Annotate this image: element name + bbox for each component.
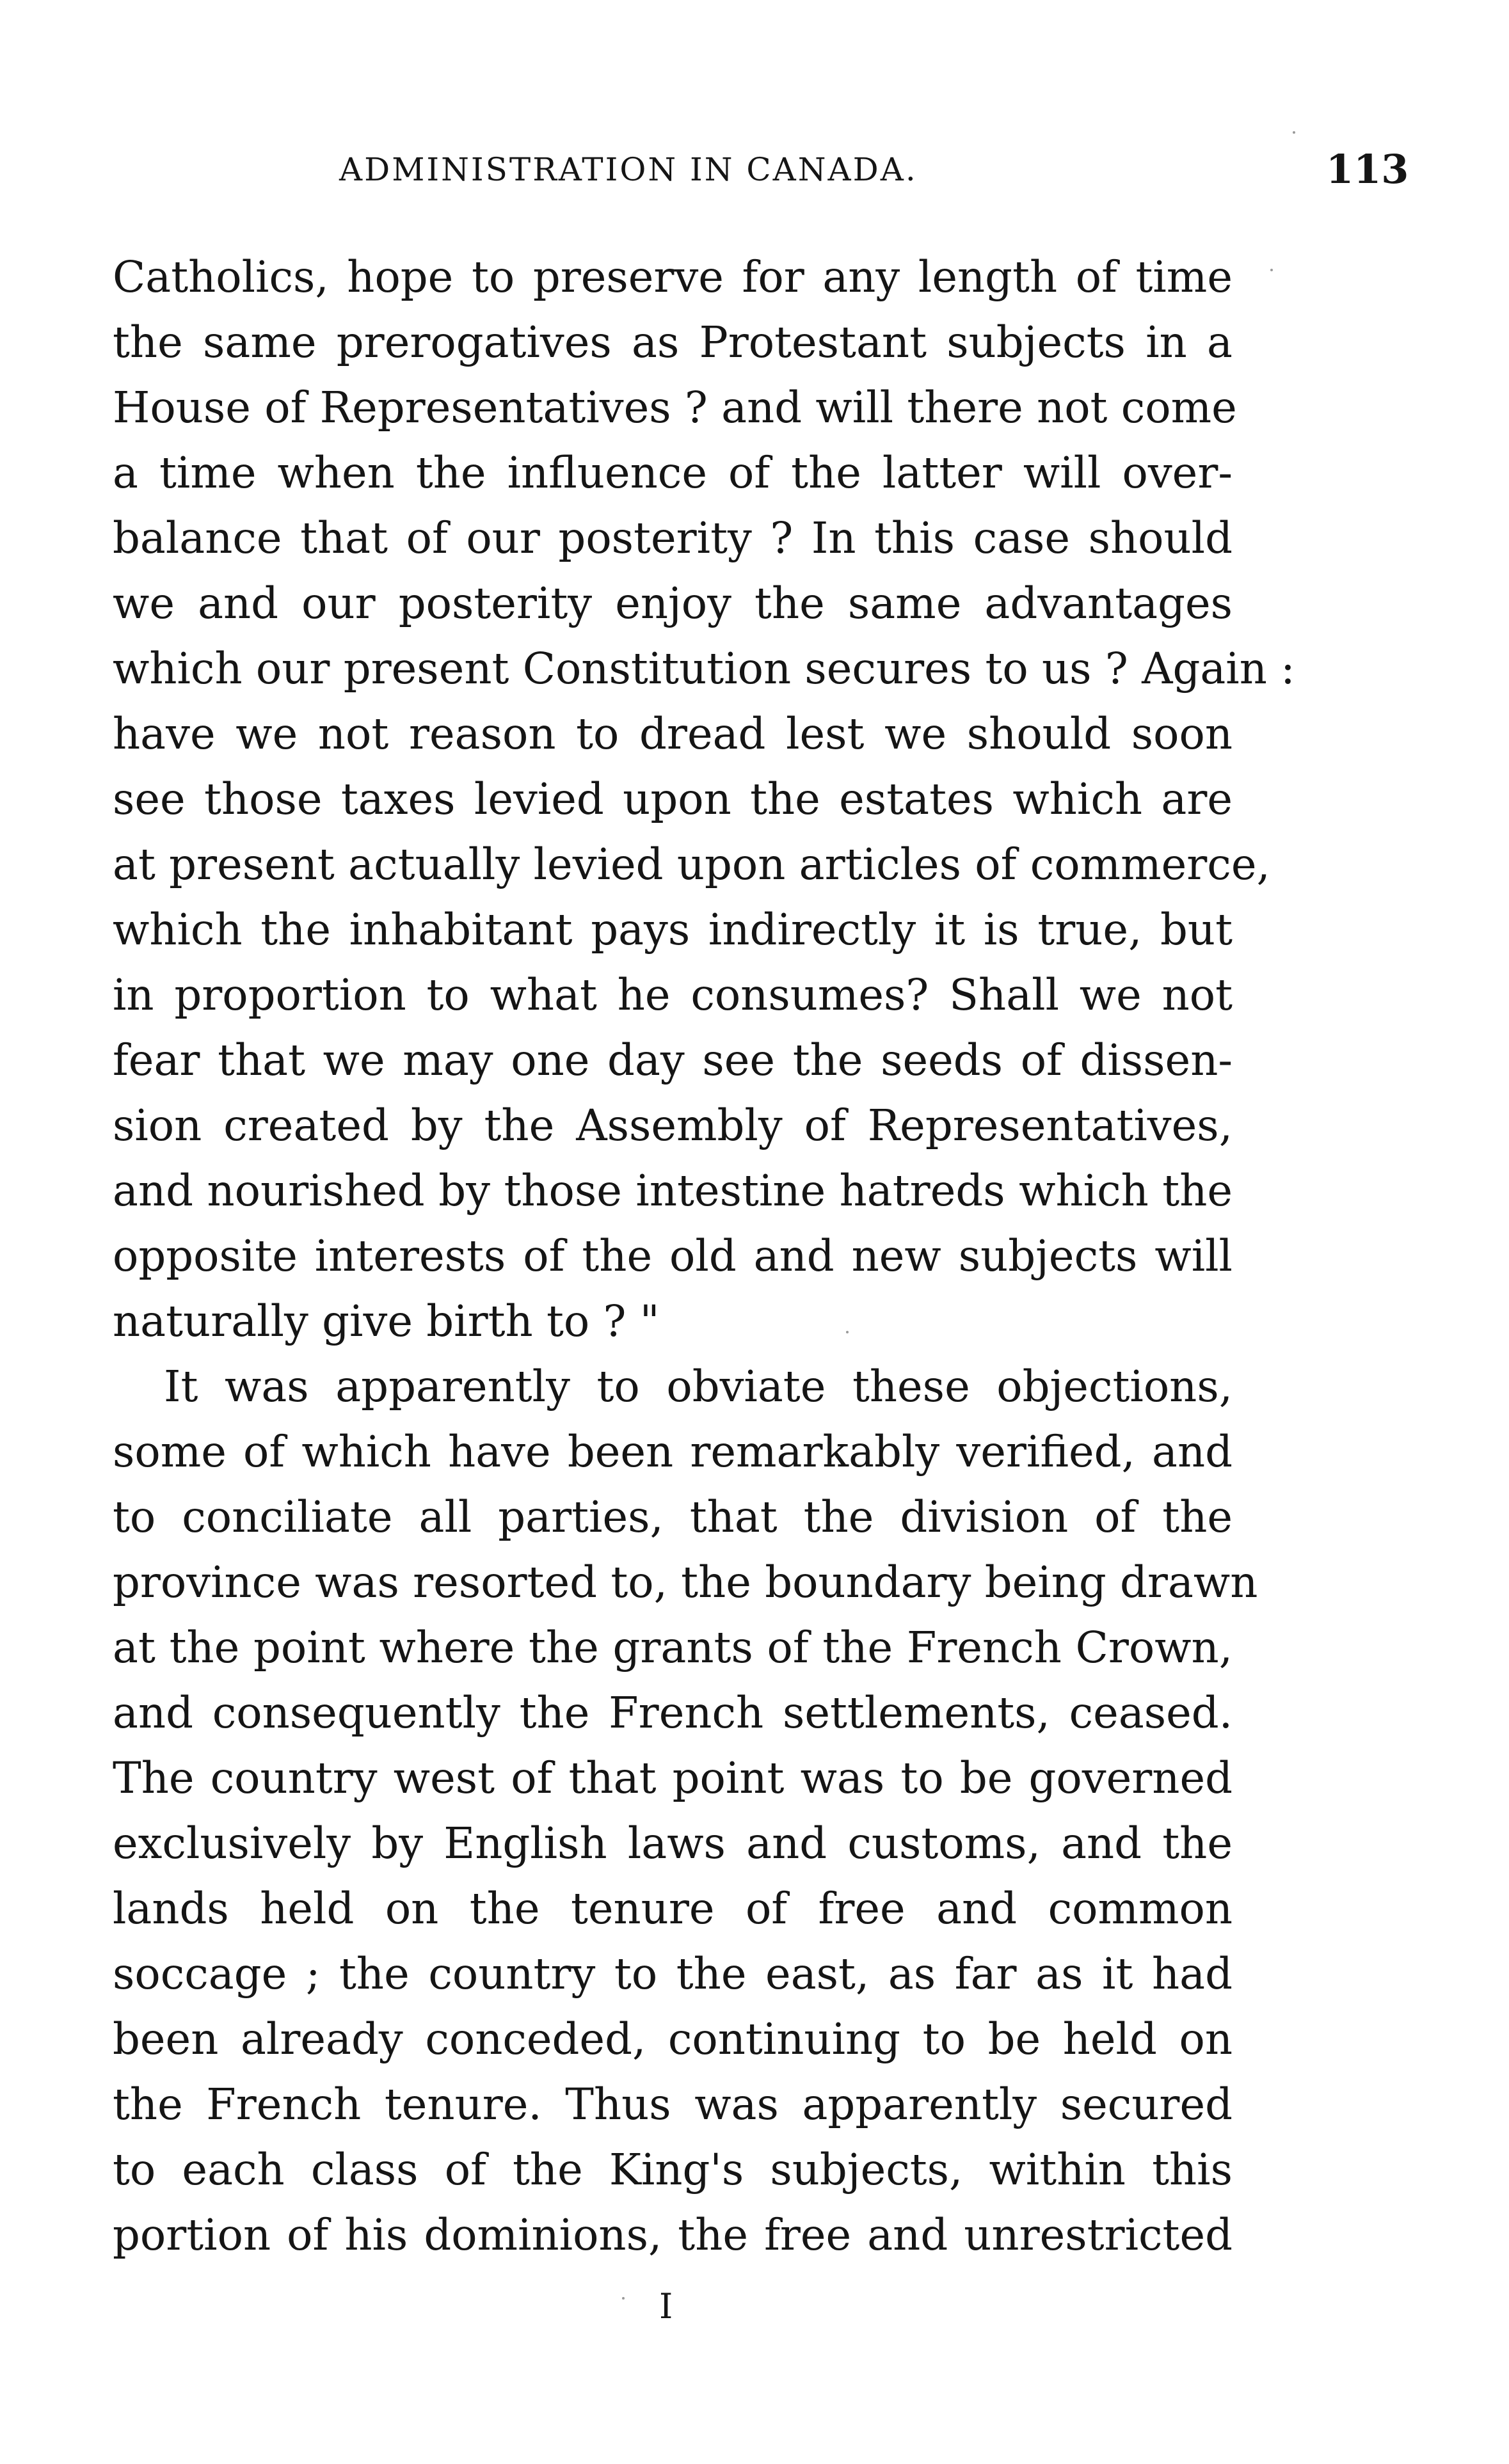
- text-line: lands held on the tenure of free and common: [113, 1884, 1233, 1934]
- text-line: see those taxes levied upon the estates which are: [113, 774, 1233, 824]
- text-line: fear that we may one day see the seeds of dissen-: [113, 1035, 1233, 1085]
- signature-mark: I: [659, 2286, 673, 2326]
- paragraph-end-line: naturally give birth to ? ": [113, 1296, 660, 1346]
- text-line: been already conceded, continuing to be held on: [113, 2014, 1233, 2064]
- text-line: at the point where the grants of the French Crown,: [113, 1623, 1233, 1673]
- running-title: ADMINISTRATION IN CANADA.: [339, 151, 918, 188]
- text-line: The country west of that point was to be governed: [113, 1753, 1233, 1803]
- text-line: sion created by the Assembly of Representatives,: [113, 1101, 1233, 1150]
- text-line: the French tenure. Thus was apparently secured: [113, 2079, 1233, 2129]
- text-line: which our present Constitution secures to us ? Again :: [113, 644, 1295, 694]
- text-line: opposite interests of the old and new subjects will: [113, 1231, 1233, 1281]
- text-line: House of Representatives ? and will there not come: [113, 383, 1237, 433]
- running-head: [0, 144, 1509, 195]
- text-line: in proportion to what he consumes? Shall we not: [113, 970, 1233, 1020]
- paper-speck: [1293, 131, 1295, 134]
- page-number: 113: [1326, 146, 1409, 193]
- text-line: at present actually levied upon articles of commerce,: [113, 839, 1270, 889]
- paper-speck: [1270, 269, 1273, 271]
- text-line: we and our posterity enjoy the same advantages: [113, 578, 1233, 628]
- paper-speck: [846, 1331, 849, 1333]
- paragraph-start-line: It was apparently to obviate these objections,: [164, 1362, 1233, 1411]
- text-line: a time when the influence of the latter will over-: [113, 448, 1233, 498]
- text-line: have we not reason to dread lest we should soon: [113, 709, 1233, 759]
- text-line: to conciliate all parties, that the division of the: [113, 1492, 1233, 1542]
- body-text: [113, 244, 1295, 2268]
- text-line: some of which have been remarkably verified, and: [113, 1427, 1233, 1477]
- text-line: balance that of our posterity ? In this case should: [113, 513, 1233, 563]
- text-line: province was resorted to, the boundary being drawn: [113, 1557, 1258, 1607]
- text-line: the same prerogatives as Protestant subjects in a: [113, 317, 1233, 367]
- text-line: and consequently the French settlements, ceased.: [113, 1688, 1233, 1738]
- paper-speck: [622, 2297, 625, 2300]
- text-line: exclusively by English laws and customs, and the: [113, 1818, 1233, 1868]
- text-line: soccage ; the country to the east, as far as it had: [113, 1949, 1233, 1999]
- text-line: portion of his dominions, the free and unrestricted: [113, 2210, 1233, 2260]
- text-line: which the inhabitant pays indirectly it is true, but: [113, 905, 1233, 955]
- text-line: and nourished by those intestine hatreds which the: [113, 1166, 1233, 1216]
- text-line: Catholics, hope to preserve for any length of time: [113, 252, 1233, 302]
- text-line: to each class of the King's subjects, within this: [113, 2145, 1233, 2195]
